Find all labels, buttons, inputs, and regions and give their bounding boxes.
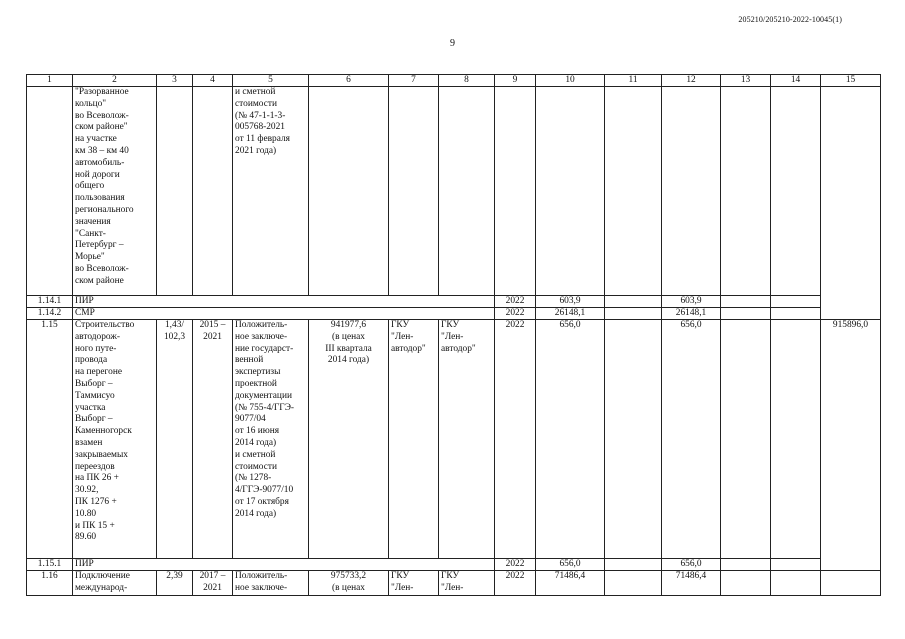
cell-total: 71486,4 xyxy=(536,571,605,596)
cell-regional: 656,0 xyxy=(662,559,721,571)
cell-year: 2022 xyxy=(495,320,536,559)
cell-federal xyxy=(605,296,662,308)
cell-num: 1.15 xyxy=(27,320,73,559)
cell-cost: 941977,6 (в ценах III квартала 2014 года) xyxy=(309,320,389,559)
cell-remaining xyxy=(821,571,881,596)
cell-name: СМР xyxy=(73,308,495,320)
column-number: 3 xyxy=(157,75,193,87)
cell-local xyxy=(721,87,771,296)
cell-customer: ГКУ "Лен- автодор" xyxy=(389,320,439,559)
cell-period: 2015 – 2021 xyxy=(193,320,233,559)
data-table xyxy=(26,74,881,596)
table-row xyxy=(27,320,881,559)
cell-year: 2022 xyxy=(495,571,536,596)
cell-other xyxy=(771,559,821,571)
cell-other xyxy=(771,308,821,320)
cell-federal xyxy=(605,559,662,571)
cell-year xyxy=(495,87,536,296)
table-row xyxy=(27,571,881,596)
cell-period xyxy=(193,87,233,296)
cell-num: 1.14.1 xyxy=(27,296,73,308)
cell-regional xyxy=(662,87,721,296)
column-number: 15 xyxy=(821,75,881,87)
cell-developer: ГКУ "Лен- xyxy=(439,571,495,596)
page-number: 9 xyxy=(450,38,455,49)
table-row xyxy=(27,87,881,296)
cell-num: 1.14.2 xyxy=(27,308,73,320)
cell-customer: ГКУ "Лен- xyxy=(389,571,439,596)
cell-name: "Разорванное кольцо" во Всеволож- ском районе" на участке км 38 – км 40 автомобиль- ной дороги общего пользования регионального значения "Санкт- Петербург – Морье" во Всеволож- ском районе xyxy=(73,87,157,296)
column-number: 2 xyxy=(73,75,157,87)
cell-num: 1.15.1 xyxy=(27,559,73,571)
column-number: 11 xyxy=(605,75,662,87)
cell-total: 603,9 xyxy=(536,296,605,308)
column-number: 14 xyxy=(771,75,821,87)
table-row xyxy=(27,559,881,571)
cell-total xyxy=(536,87,605,296)
column-number: 12 xyxy=(662,75,721,87)
cell-other xyxy=(771,571,821,596)
cell-cost: 975733,2 (в ценах xyxy=(309,571,389,596)
cell-federal xyxy=(605,308,662,320)
cell-customer xyxy=(389,87,439,296)
cell-federal xyxy=(605,571,662,596)
cell-local xyxy=(721,559,771,571)
cell-other xyxy=(771,320,821,559)
cell-remaining xyxy=(821,87,881,320)
cell-local xyxy=(721,320,771,559)
cell-remaining: 915896,0 xyxy=(821,320,881,571)
cell-regional: 656,0 xyxy=(662,320,721,559)
cell-name: ПИР xyxy=(73,296,495,308)
column-number: 6 xyxy=(309,75,389,87)
cell-total: 26148,1 xyxy=(536,308,605,320)
cell-regional: 71486,4 xyxy=(662,571,721,596)
cell-documentation: Положитель- ное заключе- ние государст- венной экспертизы проектной документации (№ 755-4/ГГЭ- 9077/04 от 16 июня 2014 года) и сметной стоимости (№ 1278- 4/ГГЭ-9077/10 от 17 октября 2014 года) xyxy=(233,320,309,559)
cell-documentation: и сметной стоимости (№ 47-1-1-3- 005768-2021 от 11 февраля 2021 года) xyxy=(233,87,309,296)
cell-year: 2022 xyxy=(495,308,536,320)
cell-name: ПИР xyxy=(73,559,495,571)
cell-other xyxy=(771,296,821,308)
cell-num: 1.16 xyxy=(27,571,73,596)
column-number: 9 xyxy=(495,75,536,87)
cell-regional: 26148,1 xyxy=(662,308,721,320)
column-number: 1 xyxy=(27,75,73,87)
cell-regional: 603,9 xyxy=(662,296,721,308)
cell-local xyxy=(721,296,771,308)
cell-name: Строительство автодорож- ного путе- провода на перегоне Выборг – Таммисуо участка Выборг – Каменногорск взамен закрываемых переездов на ПК 26 + 30.92, ПК 1276 + 10.80 и ПК 15 + 89.60 xyxy=(73,320,157,559)
table-row xyxy=(27,296,881,308)
column-number: 5 xyxy=(233,75,309,87)
cell-local xyxy=(721,308,771,320)
column-number: 10 xyxy=(536,75,605,87)
cell-federal xyxy=(605,320,662,559)
table-row xyxy=(27,308,881,320)
cell-period: 2017 – 2021 xyxy=(193,571,233,596)
cell-documentation: Положитель- ное заключе- xyxy=(233,571,309,596)
cell-total: 656,0 xyxy=(536,559,605,571)
cell-length: 1,43/ 102,3 xyxy=(157,320,193,559)
cell-year: 2022 xyxy=(495,296,536,308)
cell-other xyxy=(771,87,821,296)
column-number: 7 xyxy=(389,75,439,87)
cell-year: 2022 xyxy=(495,559,536,571)
column-number: 8 xyxy=(439,75,495,87)
cell-local xyxy=(721,571,771,596)
cell-num xyxy=(27,87,73,296)
cell-total: 656,0 xyxy=(536,320,605,559)
cell-length: 2,39 xyxy=(157,571,193,596)
document-id: 205210/205210-2022-10045(1) xyxy=(738,15,842,24)
column-number-row xyxy=(27,75,881,87)
cell-cost xyxy=(309,87,389,296)
cell-federal xyxy=(605,87,662,296)
column-number: 4 xyxy=(193,75,233,87)
cell-developer: ГКУ "Лен- автодор" xyxy=(439,320,495,559)
cell-developer xyxy=(439,87,495,296)
column-number: 13 xyxy=(721,75,771,87)
cell-length xyxy=(157,87,193,296)
cell-name: Подключение международ- xyxy=(73,571,157,596)
